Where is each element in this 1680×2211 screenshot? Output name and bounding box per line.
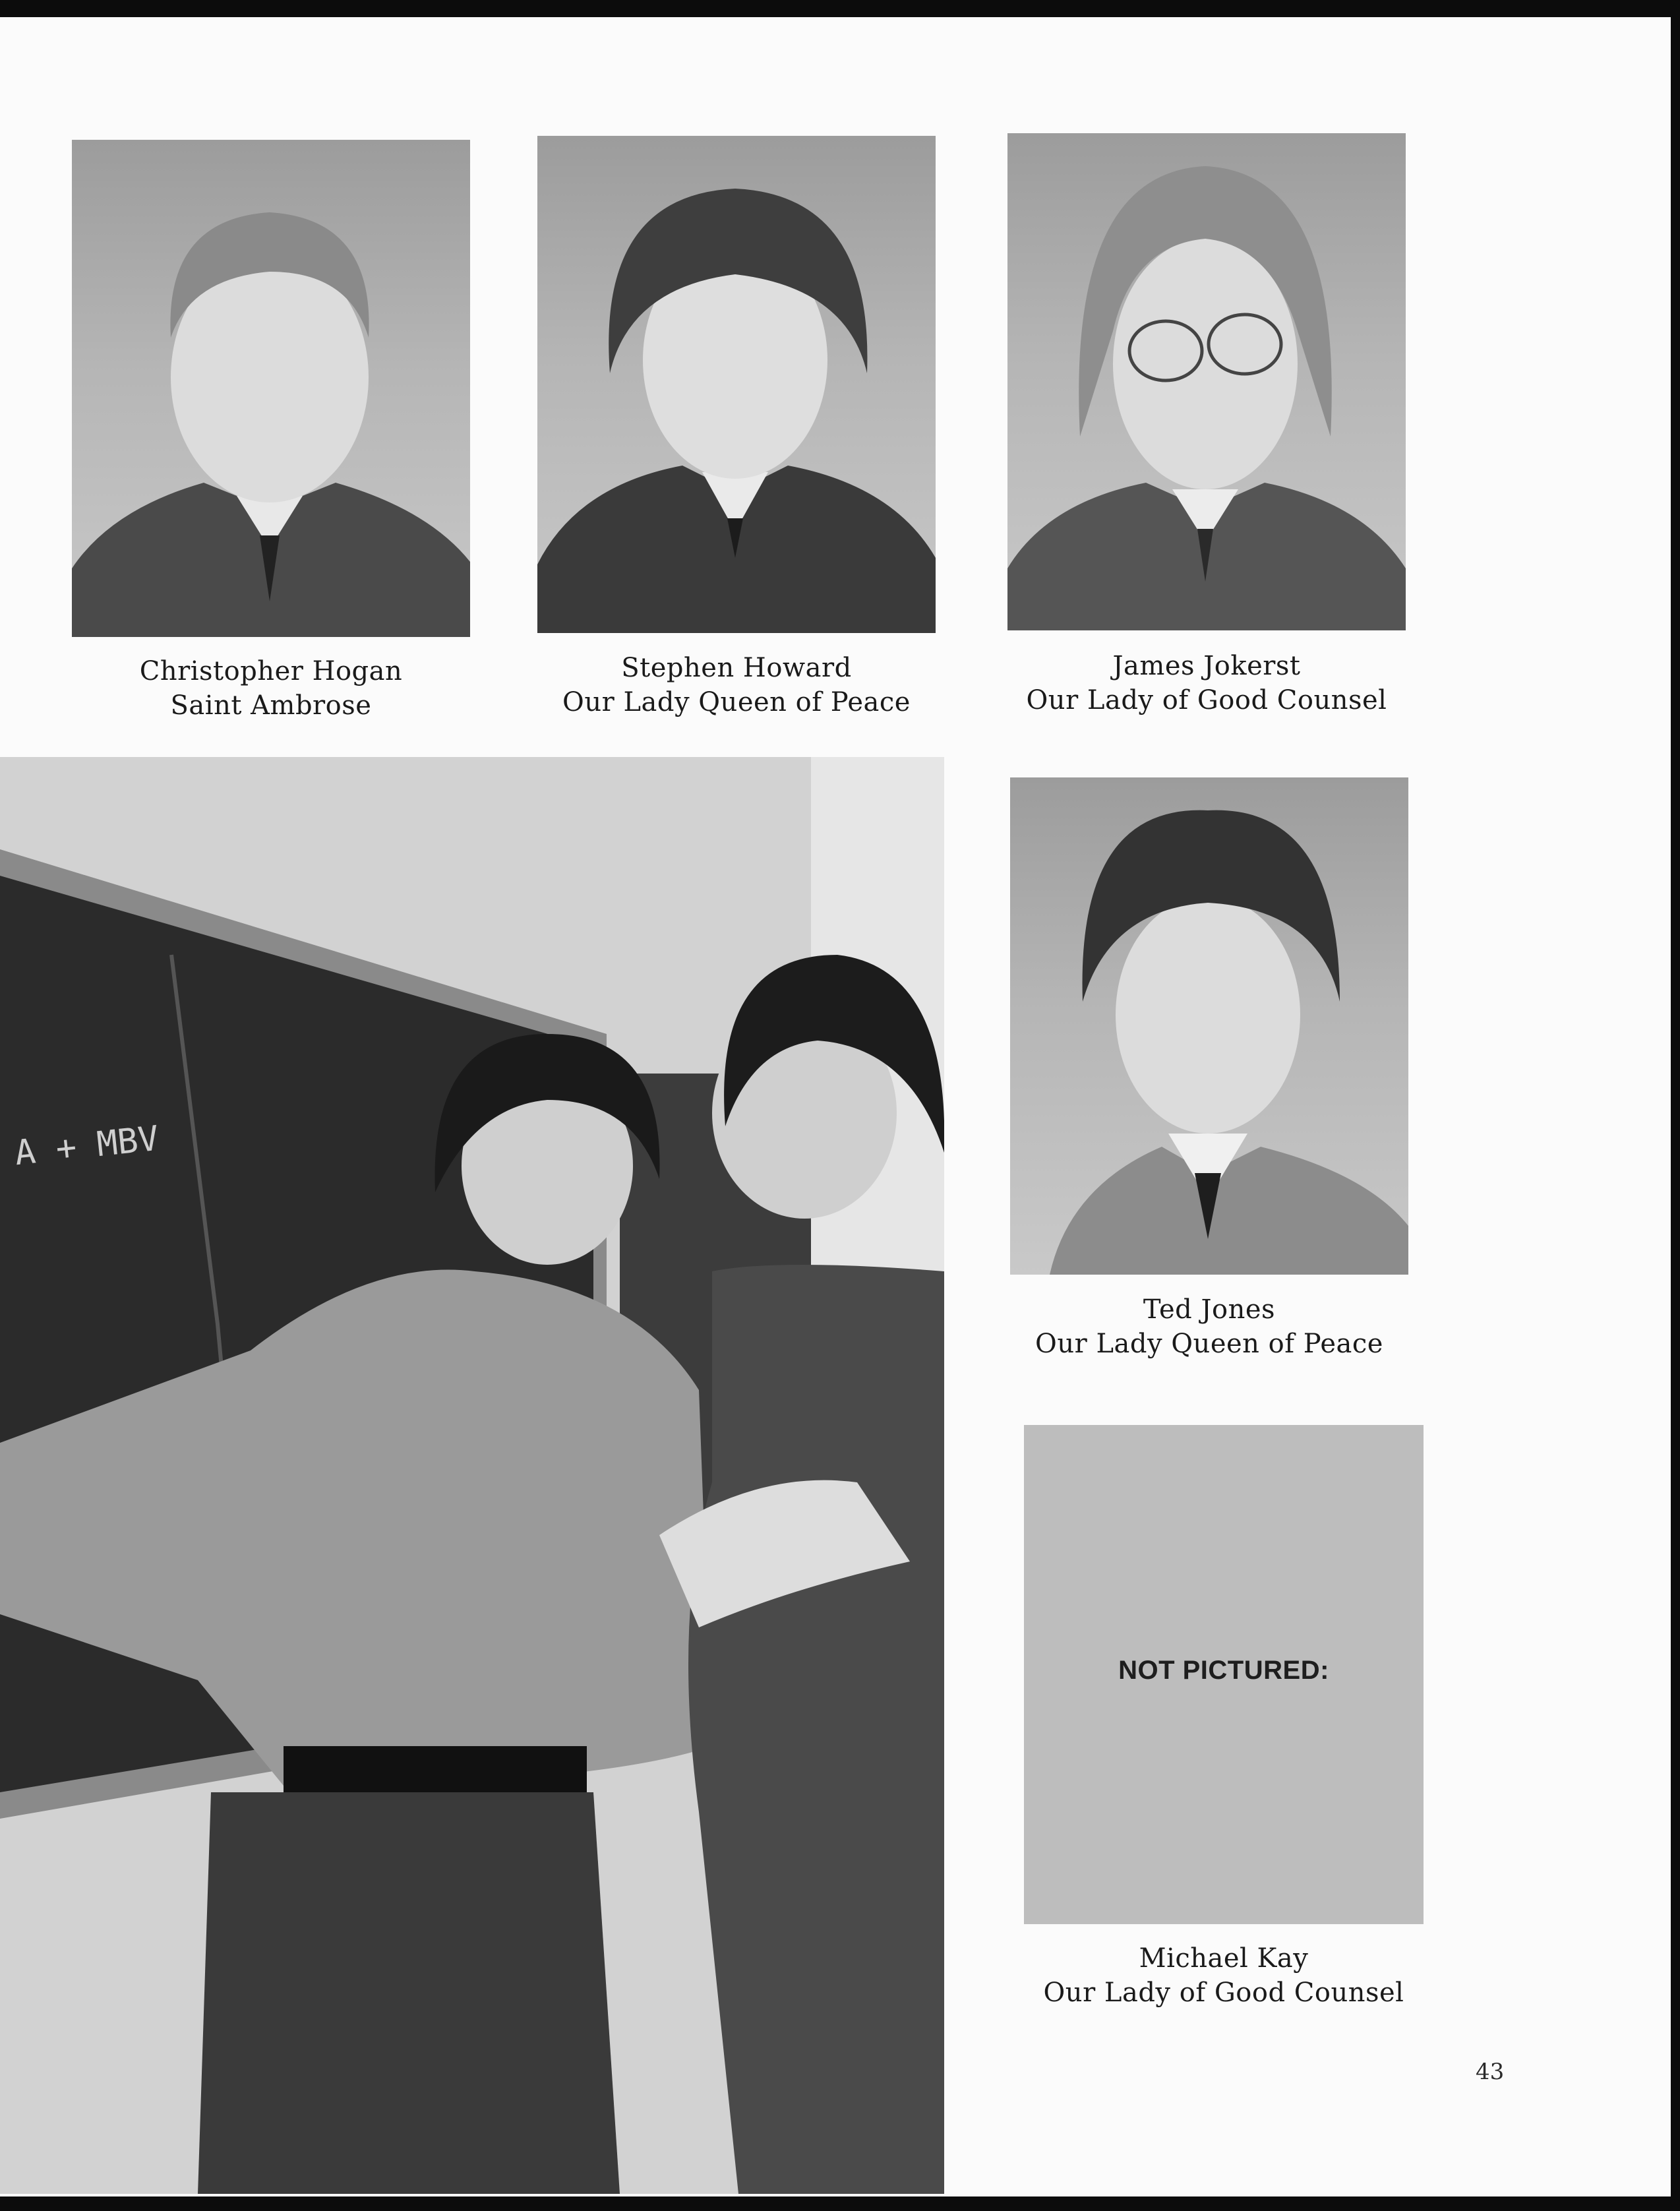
portrait-figure: [1010, 777, 1408, 1275]
student-name: Michael Kay: [1139, 1943, 1309, 1974]
student-parish: Our Lady Queen of Peace: [1035, 1329, 1383, 1359]
caption-michael-kay: [1024, 1941, 1424, 2010]
portrait-ted-jones: [1010, 777, 1408, 1275]
candid-scene: [0, 757, 944, 2194]
student-name: Christopher Hogan: [139, 656, 403, 686]
portrait-figure: [537, 136, 936, 633]
student-parish: Saint Ambrose: [170, 690, 372, 721]
portrait-stephen-howard: [537, 136, 936, 633]
student-parish: Our Lady Queen of Peace: [562, 687, 911, 717]
portrait-figure: [1007, 133, 1406, 630]
caption-christopher-hogan: [72, 654, 470, 723]
portrait-james-jokerst: [1007, 133, 1406, 630]
candid-classroom-photo: [0, 757, 944, 2194]
student-name: Ted Jones: [1143, 1294, 1276, 1325]
caption-ted-jones: [1010, 1292, 1408, 1361]
student-parish: Our Lady of Good Counsel: [1026, 685, 1387, 715]
not-pictured-label: NOT PICTURED:: [1118, 1656, 1329, 1685]
chalkboard-text: A + MBV: [13, 1118, 161, 1174]
caption-stephen-howard: [537, 651, 936, 719]
student-parish: Our Lady of Good Counsel: [1043, 1978, 1404, 2008]
portrait-christopher-hogan: [72, 140, 470, 637]
caption-james-jokerst: [1007, 649, 1406, 717]
not-pictured-placeholder: [1024, 1425, 1424, 1924]
student-name: James Jokerst: [1112, 651, 1301, 681]
page-number: 43: [1476, 2059, 1505, 2085]
student-name: Stephen Howard: [621, 653, 852, 683]
portrait-figure: [72, 140, 470, 637]
